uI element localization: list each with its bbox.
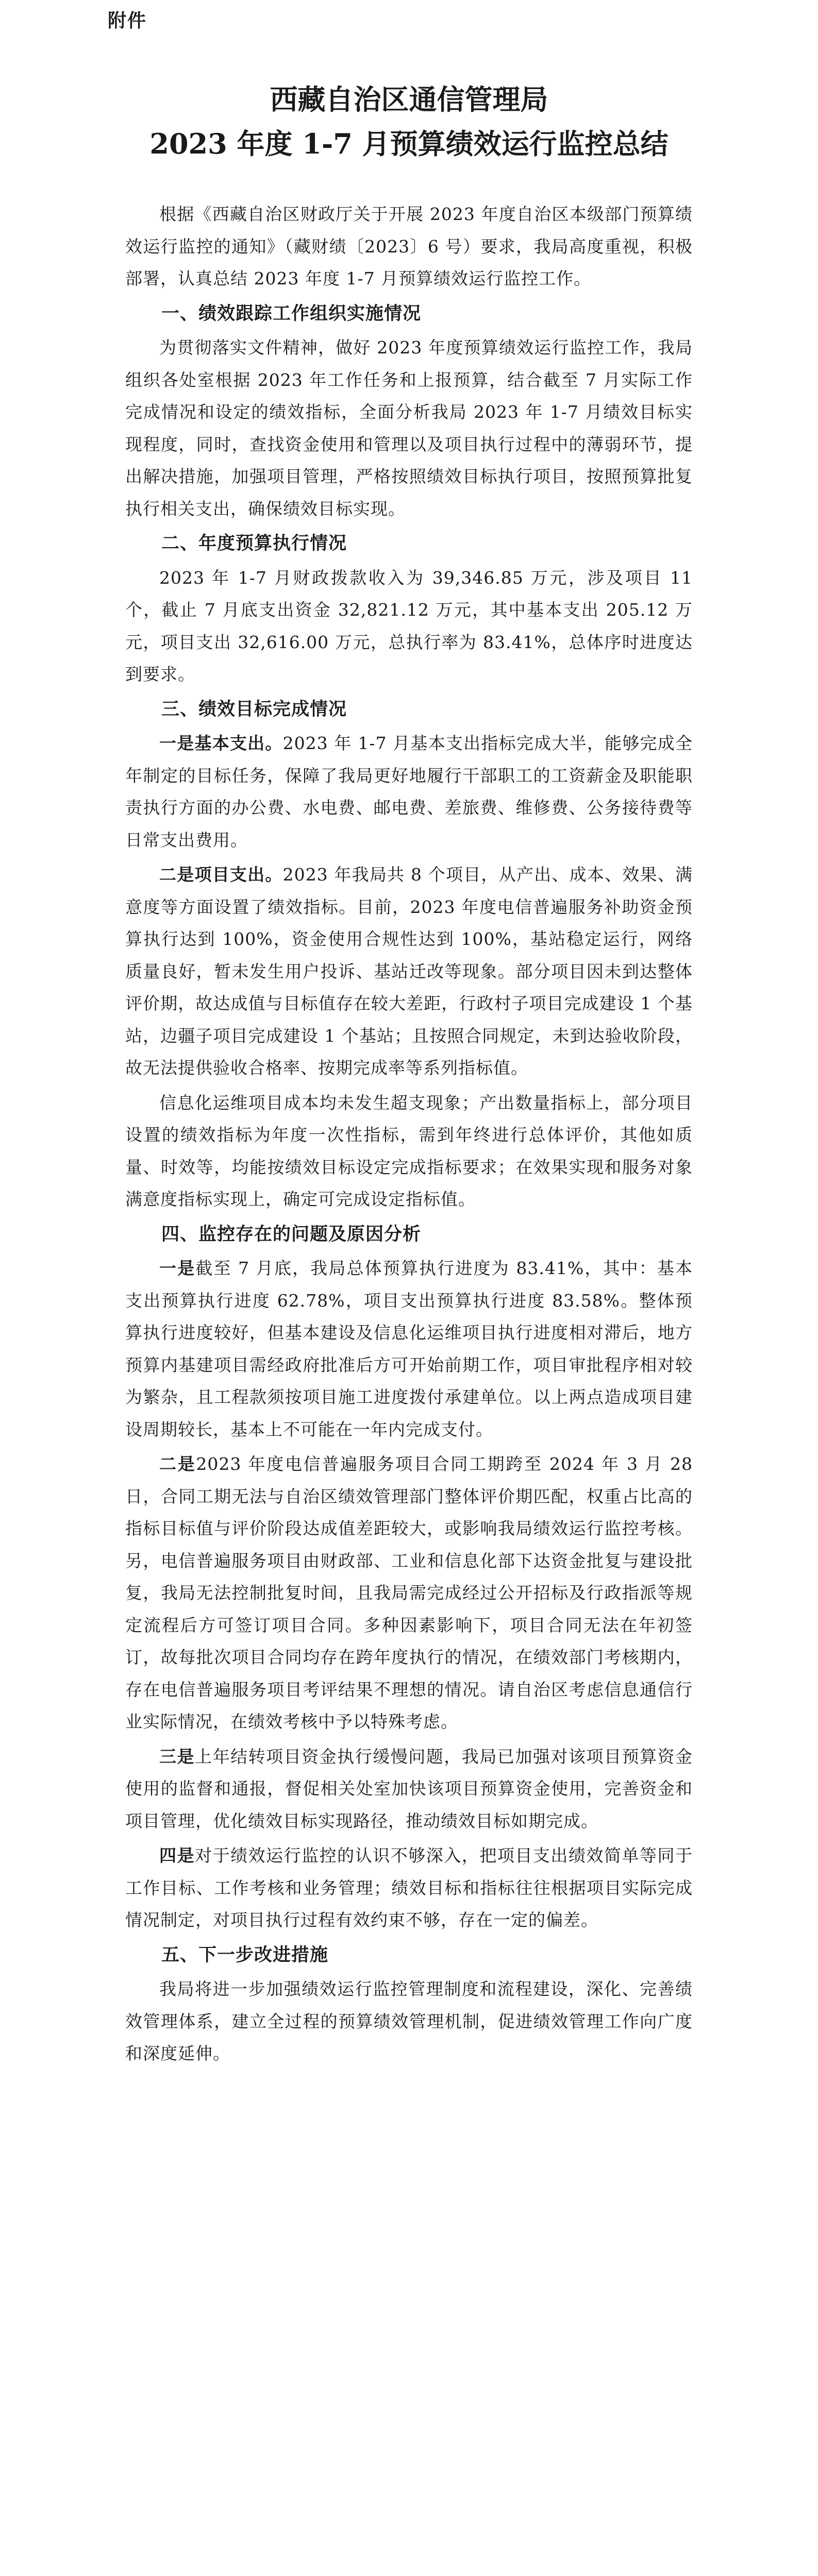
document-title — [125, 77, 693, 166]
attachment-label: 附件 — [108, 10, 147, 31]
section-3-paragraph-2-text: 2023 年我局共 8 个项目，从产出、成本、效果、满意度等方面设置了绩效指标。目前，2023 年度电信普遍服务补助资金预算执行达到 100%，资金使用合规性达到 100%，基站稳定运行，网络质量良好，暂未发生用户投诉、基站迁改等现象。部分项目因未到达整体评价期，故达成值与目标值存在较大差距，行政村子项目完成建设 1 个基站，边疆子项目完成建设 1 个基站；且按照合同规定，未到达验收阶段，故无法提供验收合格率、按期完成率等系列指标值。 — [125, 865, 693, 1078]
section-4-paragraph-2 — [125, 1448, 693, 1738]
section-4-paragraph-3-text: 上年结转项目资金执行缓慢问题，我局已加强对该项目预算资金使用的监督和通报，督促相关处室加快该项目预算资金使用，完善资金和项目管理，优化绩效目标实现路径，推动绩效目标如期完成。 — [125, 1746, 693, 1831]
section-4-paragraph-3 — [125, 1741, 693, 1838]
section-4-paragraph-1 — [125, 1252, 693, 1446]
section-4-paragraph-1-text: 截至 7 月底，我局总体预算执行进度为 83.41%，其中：基本支出预算执行进度 62.78%，项目支出预算执行进度 83.58%。整体预算执行进度较好，但基本建设及信息化运维项目执行进度相对滞后，地方预算内基建项目需经政府批准后方可开始前期工作，项目审批程序相对较为繁杂，且工程款须按项目施工进度拨付承建单位。以上两点造成项目建设周期较长，基本上不可能在一年内完成支付。 — [125, 1258, 693, 1439]
section-5-heading: 五、下一步改进措施 — [161, 1944, 329, 1965]
section-3-paragraph-1-text: 2023 年 1-7 月基本支出指标完成大半，能够完成全年制定的目标任务，保障了我局更好地履行干部职工的工资薪金及职能职责执行方面的办公费、水电费、邮电费、差旅费、维修费、公务接待费等日常支出费用。 — [125, 733, 693, 850]
section-2-heading: 二、年度预算执行情况 — [161, 533, 347, 554]
section-2-paragraph: 2023 年 1-7 月财政拨款收入为 39,346.85 万元，涉及项目 11 个，截止 7 月底支出资金 32,821.12 万元，其中基本支出 205.12 万元，项目支出 32,616.00 万元，总执行率为 83.41%，总体序时进度达到要求。 — [125, 567, 693, 684]
document-body — [125, 198, 693, 2073]
lead-second: 二是 — [159, 1454, 196, 1474]
section-3-paragraph-2 — [125, 859, 693, 1084]
section-5-paragraph: 我局将进一步加强绩效运行监控管理制度和流程建设，深化、完善绩效管理体系，建立全过程的预算绩效管理机制，促进绩效管理工作向广度和深度延伸。 — [125, 1979, 693, 2063]
title-line-2: 2023 年度 1-7 月预算绩效运行监控总结 — [149, 127, 669, 160]
lead-basic-expenditure: 一是基本支出。 — [159, 733, 283, 753]
section-3-paragraph-3: 信息化运维项目成本均未发生超支现象；产出数量指标上，部分项目设置的绩效指标为年度一次性指标，需到年终进行总体评价，其他如质量、时效等，均能按绩效目标设定完成指标要求；在效果实现和服务对象满意度指标实现上，确定可完成设定指标值。 — [125, 1092, 693, 1209]
section-4-heading: 四、监控存在的问题及原因分析 — [161, 1224, 422, 1245]
section-1-heading: 一、绩效跟踪工作组织实施情况 — [161, 303, 422, 324]
title-line-1: 西藏自治区通信管理局 — [270, 83, 548, 116]
section-4-paragraph-4 — [125, 1840, 693, 1937]
section-1-paragraph: 为贯彻落实文件精神，做好 2023 年度预算绩效运行监控工作，我局组织各处室根据 2023 年工作任务和上报预算，结合截至 7 月实际工作完成情况和设定的绩效指标，全面分析我局 2023 年 1-7 月绩效目标实现程度，同时，查找资金使用和管理以及项目执行过程中的薄弱环节，提出解决措施，加强项目管理，严格按照绩效目标执行项目，按照预算批复执行相关支出，确保绩效目标实现。 — [125, 337, 693, 519]
section-3-paragraph-1 — [125, 727, 693, 856]
section-4-paragraph-4-text: 对于绩效运行监控的认识不够深入，把项目支出绩效简单等同于工作目标、工作考核和业务管理；绩效目标和指标往往根据项目实际完成情况制定，对项目执行过程有效约束不够，存在一定的偏差。 — [125, 1845, 693, 1930]
lead-fourth: 四是 — [159, 1845, 195, 1866]
intro-paragraph: 根据《西藏自治区财政厅关于开展 2023 年度自治区本级部门预算绩效运行监控的通知》（藏财绩〔2023〕6 号）要求，我局高度重视，积极部署，认真总结 2023 年度 1-7 月预算绩效运行监控工作。 — [125, 204, 693, 289]
lead-project-expenditure: 二是项目支出。 — [159, 865, 283, 885]
lead-third: 三是 — [159, 1746, 195, 1767]
section-3-heading: 三、绩效目标完成情况 — [161, 699, 347, 720]
section-4-paragraph-2-text: 2023 年度电信普遍服务项目合同工期跨至 2024 年 3 月 28 日，合同工期无法与自治区绩效管理部门整体评价期匹配，权重占比高的指标目标值与评价阶段达成值差距较大，或影响我局绩效运行监控考核。另，电信普遍服务项目由财政部、工业和信息化部下达资金批复与建设批复，我局无法控制批复时间，且我局需完成经过公开招标及行政指派等规定流程后方可签订项目合同。多种因素影响下，项目合同无法在年初签订，故每批次项目合同均存在跨年度执行的情况，在绩效部门考核期内，存在电信普遍服务项目考评结果不理想的情况。请自治区考虑信息通信行业实际情况，在绩效考核中予以特殊考虑。 — [125, 1454, 693, 1732]
lead-first: 一是 — [159, 1258, 196, 1278]
